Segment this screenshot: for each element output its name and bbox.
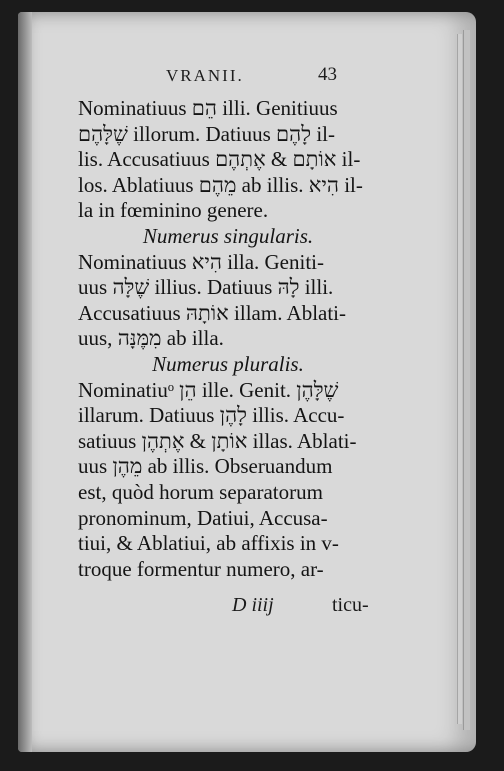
text-line: uus, מִמֶּנָּה ab illa. <box>78 326 224 351</box>
text-line: la in fœminino genere. <box>78 198 269 223</box>
text-line: los. Ablatiuus מֵהֶם ab illis. הִיא il- <box>78 172 363 197</box>
text-line: est, quòd horum separatorum <box>78 479 323 504</box>
body-text <box>78 96 378 582</box>
page-gutter <box>18 12 32 752</box>
text-line: Nominatiuᵒ הֵן ille. Genit. שֶׁלָּהֶן <box>78 377 339 402</box>
text-line: satiuus אוֹתָן & אֶתְהֶן illas. Ablati- <box>78 428 357 453</box>
text-line: pronominum, Datiui, Accusa- <box>78 505 328 530</box>
signature-mark: D iiij <box>232 594 274 616</box>
text-line: lis. Accusatiuus אוֹתָם & אֶתְהֶם il- <box>78 147 361 172</box>
page-number: 43 <box>318 64 337 85</box>
running-title: VRANII. <box>166 66 244 85</box>
text-line: troque formentur numero, ar- <box>78 556 324 581</box>
text-line: Nominatiuus הִיא illa. Geniti- <box>78 249 324 274</box>
text-line: Nominatiuus הֵם illi. Genitiuus <box>78 96 338 120</box>
section-heading: Numerus singularis. <box>142 223 314 248</box>
catchword: ticu- <box>332 594 369 616</box>
text-line: uus מֵהֶן ab illis. Obseruandum <box>78 454 333 479</box>
text-line: Accusatiuus אוֹתָהּ illam. Ablati- <box>78 300 347 325</box>
page-stack-edge <box>463 30 470 730</box>
book-page <box>18 12 476 752</box>
text-line: uus שֶׁלָּה illius. Datiuus לָהּ illi. <box>78 275 334 300</box>
text-line: שֶׁלָּהֶם illorum. Datiuus לָהֶם il- <box>78 121 335 146</box>
section-heading: Numerus pluralis. <box>152 351 304 376</box>
page-stack-edge <box>457 34 462 724</box>
text-line: tiui, & Ablatiui, ab affixis in v- <box>78 531 339 556</box>
text-line: illarum. Datiuus לָהֶן illis. Accu- <box>78 403 345 428</box>
